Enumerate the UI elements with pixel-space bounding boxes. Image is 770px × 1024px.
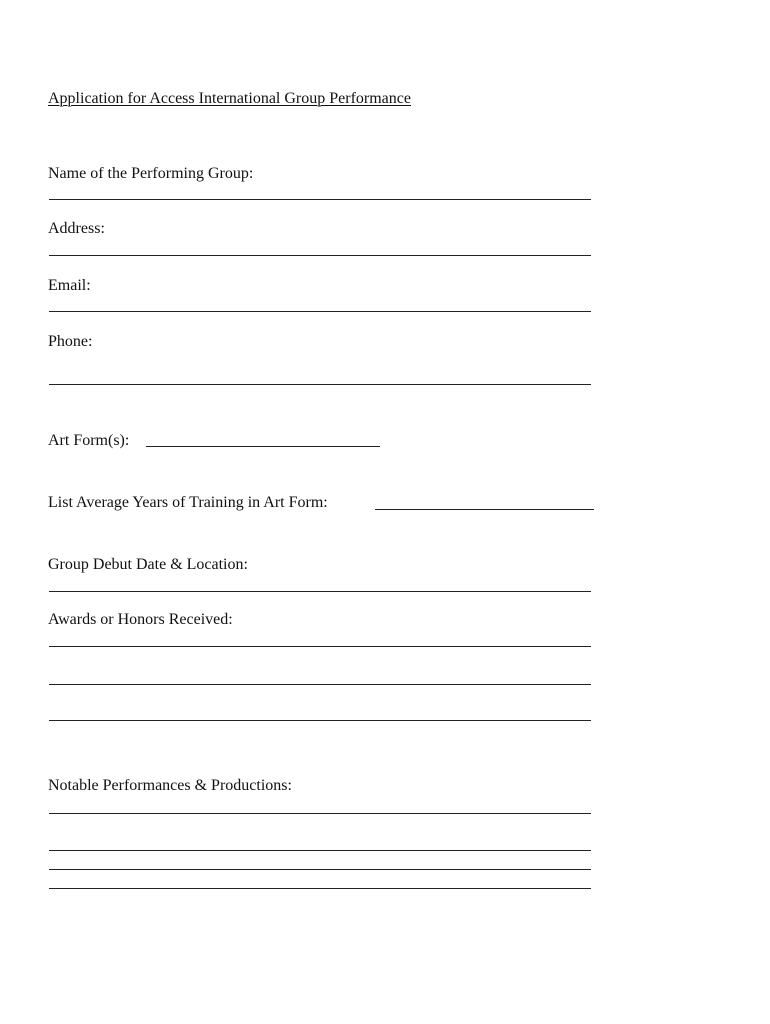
performances-line-4[interactable] (49, 888, 591, 889)
debut-label: Group Debut Date & Location: (48, 556, 248, 573)
performances-line-3[interactable] (49, 869, 591, 870)
art-forms-line[interactable] (146, 446, 380, 447)
address-line[interactable] (49, 255, 591, 256)
performances-label: Notable Performances & Productions: (48, 777, 292, 794)
group-name-label: Name of the Performing Group: (48, 165, 254, 182)
email-line[interactable] (49, 311, 591, 312)
phone-line[interactable] (49, 384, 591, 385)
performances-line-1[interactable] (49, 813, 591, 814)
awards-line-1[interactable] (49, 646, 591, 647)
training-years-label: List Average Years of Training in Art Form: (48, 494, 328, 511)
debut-line[interactable] (49, 591, 591, 592)
art-forms-label: Art Form(s): (48, 432, 130, 449)
performances-line-2[interactable] (49, 850, 591, 851)
form-title: Application for Access International Group Performance (48, 90, 411, 107)
phone-label: Phone: (48, 333, 93, 350)
email-label: Email: (48, 277, 91, 294)
awards-line-3[interactable] (49, 720, 591, 721)
training-years-line[interactable] (375, 509, 594, 510)
awards-line-2[interactable] (49, 684, 591, 685)
awards-label: Awards or Honors Received: (48, 611, 233, 628)
group-name-line[interactable] (49, 199, 591, 200)
address-label: Address: (48, 220, 105, 237)
